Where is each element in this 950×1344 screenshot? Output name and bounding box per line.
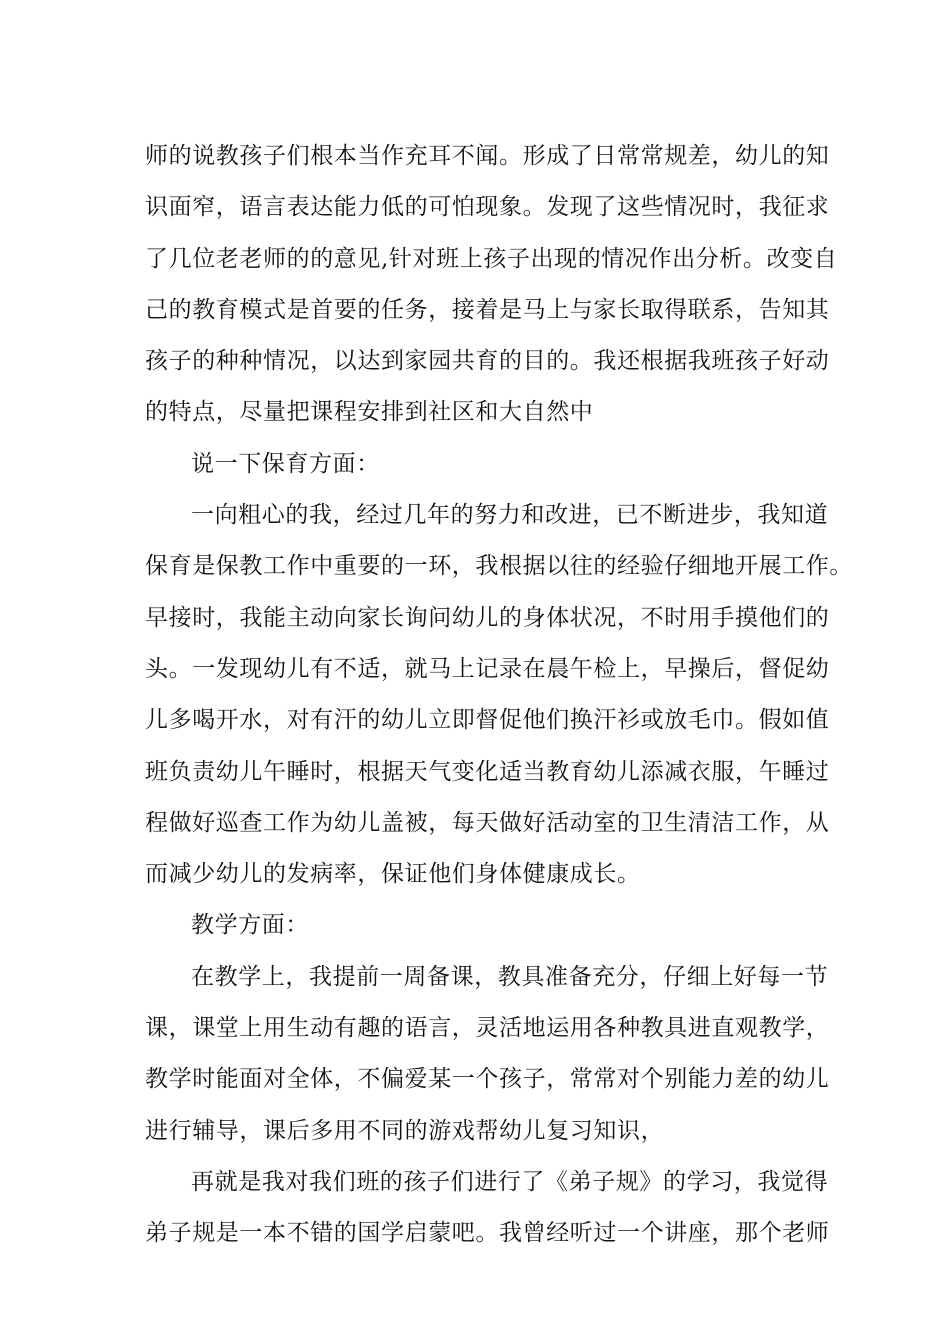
paragraph-first-line: 再就是我对我们班的孩子们进行了《弟子规》的学习，我觉得 xyxy=(191,1168,829,1195)
text-line: 孩子的种种情况，以达到家园共育的目的。我还根据我班孩子好动 xyxy=(145,348,830,375)
text-line: 进行辅导，课后多用不同的游戏帮幼儿复习知识， xyxy=(145,1117,665,1144)
section-heading-teaching: 教学方面： xyxy=(191,912,309,939)
text-line: 程做好巡查工作为幼儿盖被，每天做好活动室的卫生清洁工作，从 xyxy=(145,809,830,836)
text-line: 弟子规是一本不错的国学启蒙吧。我曾经听过一个讲座，那个老师 xyxy=(145,1220,830,1247)
text-line: 儿多喝开水，对有汗的幼儿立即督促他们换汗衫或放毛巾。假如值 xyxy=(145,707,830,734)
text-line: 教学时能面对全体，不偏爱某一个孩子，常常对个别能力差的幼儿 xyxy=(145,1066,830,1093)
paragraph-first-line: 一向粗心的我，经过几年的努力和改进，已不断进步，我知道 xyxy=(191,502,829,529)
text-line: 头。一发现幼儿有不适，就马上记录在晨午检上，早操后，督促幼 xyxy=(145,655,830,682)
text-line: 班负责幼儿午睡时，根据天气变化适当教育幼儿添减衣服，午睡过 xyxy=(145,758,830,785)
text-line: 识面窄，语言表达能力低的可怕现象。发现了这些情况时，我征求 xyxy=(145,194,830,221)
text-line: 课，课堂上用生动有趣的语言，灵活地运用各种教具进直观教学， xyxy=(145,1015,830,1042)
text-line: 保育是保教工作中重要的一环，我根据以往的经验仔细地开展工作。 xyxy=(145,553,853,580)
text-line: 己的教育模式是首要的任务，接着是马上与家长取得联系，告知其 xyxy=(145,296,830,323)
document-body xyxy=(145,131,853,1260)
paragraph-first-line: 在教学上，我提前一周备课，教具准备充分，仔细上好每一节 xyxy=(191,963,829,990)
text-line: 师的说教孩子们根本当作充耳不闻。形成了日常常规差，幼儿的知 xyxy=(145,143,830,169)
section-heading-childcare: 说一下保育方面： xyxy=(191,450,380,477)
text-line: 了几位老老师的的意见,针对班上孩子出现的情况作出分析。改变自 xyxy=(145,245,838,272)
text-line: 的特点，尽量把课程安排到社区和大自然中 xyxy=(145,399,594,426)
text-line: 早接时，我能主动向家长询问幼儿的身体状况，不时用手摸他们的 xyxy=(145,604,830,631)
text-line: 而减少幼儿的发病率，保证他们身体健康成长。 xyxy=(145,861,641,888)
